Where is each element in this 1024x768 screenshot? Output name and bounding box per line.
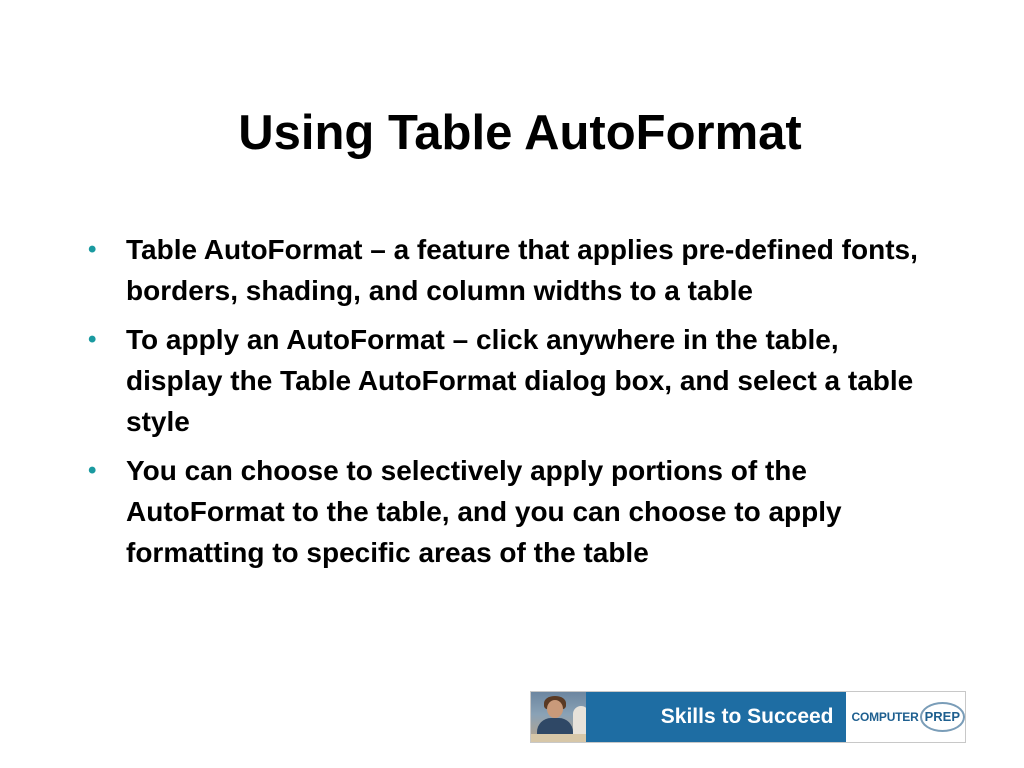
bullet-icon: • (88, 457, 97, 484)
bullet-text: To apply an AutoFormat – click anywhere in the table, display the Table AutoFormat dialog box, and select a table style (126, 324, 914, 437)
bullet-text: You can choose to selectively apply portions of the AutoFormat to the table, and you can choose to apply formatting to specific areas of the table (126, 455, 842, 568)
bullet-item (88, 319, 918, 442)
bullet-list (88, 229, 918, 581)
footer-banner (530, 691, 966, 743)
photo-desk (531, 734, 586, 742)
people-at-computer-photo (531, 692, 586, 742)
computer-prep-logo (846, 692, 965, 742)
banner-tagline-panel (586, 692, 845, 742)
photo-person-background (573, 706, 586, 736)
bullet-icon: • (88, 326, 97, 353)
bullet-icon: • (88, 236, 97, 263)
bullet-item (88, 229, 918, 311)
bullet-text: Table AutoFormat – a feature that applies pre-defined fonts, borders, shading, and column widths to a table (126, 234, 918, 306)
photo-person-head (547, 700, 563, 718)
banner-tagline: Skills to Succeed (660, 705, 834, 728)
logo-prep-text: PREP (920, 702, 965, 732)
logo-computer-text: COMPUTER (851, 710, 919, 724)
bullet-item (88, 450, 918, 573)
slide-title: Using Table AutoFormat (238, 106, 802, 160)
